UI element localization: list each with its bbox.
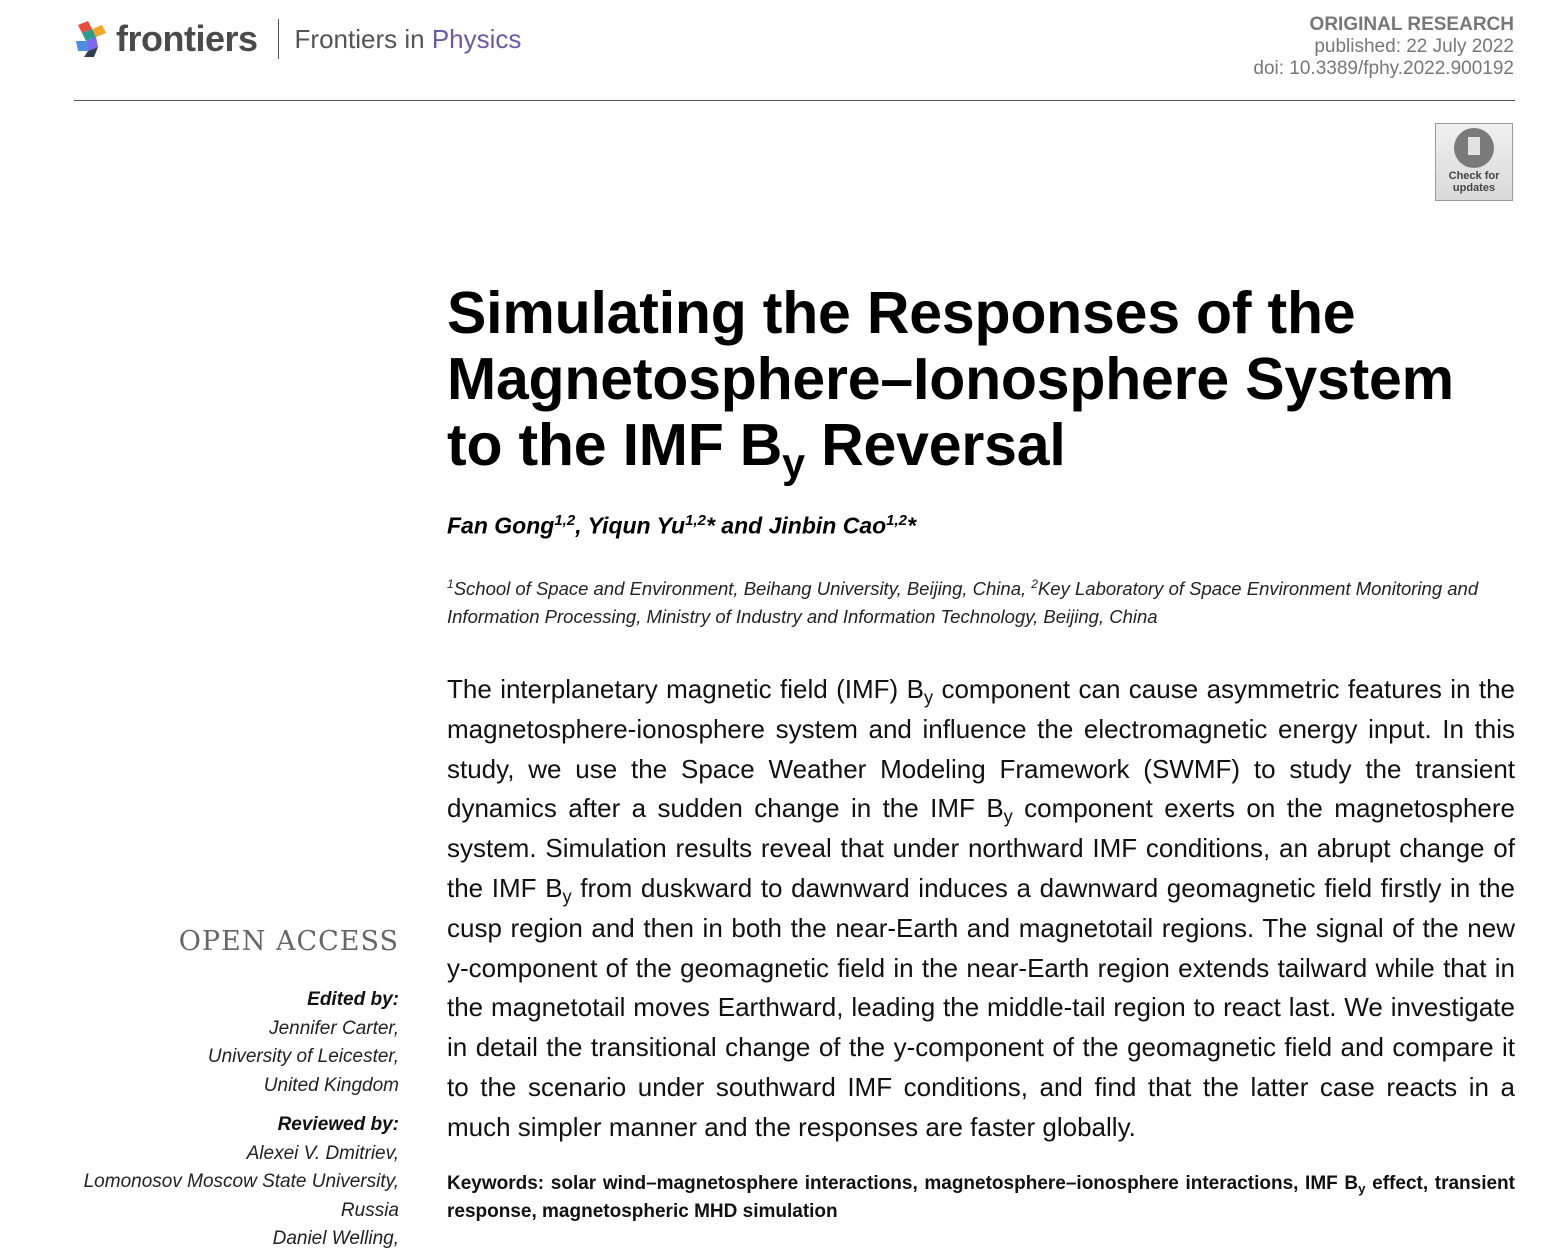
editor-line[interactable]: Jennifer Carter, [269,1017,399,1039]
keywords: Keywords: solar wind–magnetosphere interactions, magnetosphere–ionosphere interactions, IMF $B_y$ effect, transient response, magnetospheric MHD simulation [447,1173,1515,1222]
affiliation: Key Laboratory of Space Environment Monitoring and Information Processing, Ministry of Industry and Information Technology, Beijing, China [447,578,1479,628]
reviewer-line[interactable]: Daniel Welling, [272,1228,399,1249]
reviewer-line: Russia [340,1199,399,1221]
journal-name: Physics [431,23,522,54]
journal-prefix: Frontiers in [294,23,425,54]
article-type: ORIGINAL RESEARCH [1309,14,1514,35]
logo-wordmark: frontiers [116,18,258,59]
article-meta [1253,14,1514,80]
reviewer-line: Lomonosov Moscow State University, [83,1171,399,1192]
reviewer-line[interactable]: Alexei V. Dmitriev, [246,1142,399,1164]
author-name[interactable]: Yiqun Yu [587,512,686,539]
reviewed-by-section [84,1111,399,1254]
affiliation: School of Space and Environment, Beihang University, Beijing, China, [453,578,1032,600]
editor-line: United Kingdom [263,1074,399,1096]
abstract: The interplanetary magnetic field (IMF) $B_y$ component can cause asymmetric features in the magnetosphere-ionosphere system and influence the electromagnetic energy input. In this study, we use the Space Weather Modeling Framework (SWMF) to study the transient dynamics after a sudden change in the IMF $B_y$ component exerts on the magnetosphere system. Simulation results reveal that under northward IMF conditions, an abrupt change of the IMF $B_y$ from duskward to dawnward induces a dawnward geomagnetic field firstly in the cusp region and then in both the near-Earth and magnetotail regions. The signal of the new y-component of the geomagnetic field in the near-Earth region extends tailward while that in the magnetotail moves Earthward, leading the middle-tail region to react last. We investigate in detail the transitional change of the y-component of the geomagnetic field and compare it to the scenario under southward IMF conditions, and find that the latter case reacts in a much simpler manner and the responses are faster globally. [447,674,1515,1142]
check-for-updates-label: Check for updates [1448,170,1500,194]
check-for-updates-button[interactable] [1435,123,1513,201]
editor-line: University of Leicester, [207,1046,399,1067]
open-access-label: OPEN ACCESS [178,926,399,957]
published-date: published: 22 July 2022 [1314,36,1514,57]
author-name[interactable]: Fan Gong [447,512,555,539]
edited-by-section [208,986,399,1100]
bookmark-icon [1454,128,1494,168]
header-divider [278,19,279,59]
author-list: Fan Gong$^{1,2}$, Yiqun Yu$^{1,2}$* and Jinbin Cao$^{1,2}$* [447,512,916,539]
title-line: Simulating the Responses of the [447,280,1356,346]
author-name[interactable]: Jinbin Cao [768,512,887,539]
title-line: Magnetosphere–Ionosphere System [447,346,1454,412]
header-rule [74,100,1515,101]
article-title [447,280,1527,487]
reviewed-by-heading: Reviewed by: [277,1114,399,1135]
title-line: to the IMF $B_y$ Reversal [447,412,1066,487]
frontiers-logo-icon [74,19,110,59]
edited-by-heading: Edited by: [307,989,399,1010]
affiliations: $^1$School of Space and Environment, Beihang University, Beijing, China, $^2$Key Laboratory of Space Environment Monitoring and Information Processing, Ministry of Industry and Information Technology, Beijing, China [447,577,1479,628]
keywords-label: Keywords: [447,1173,545,1194]
journal-title[interactable] [295,24,522,55]
frontiers-logo[interactable] [74,16,521,62]
doi[interactable]: doi: 10.3389/fphy.2022.900192 [1253,58,1514,79]
